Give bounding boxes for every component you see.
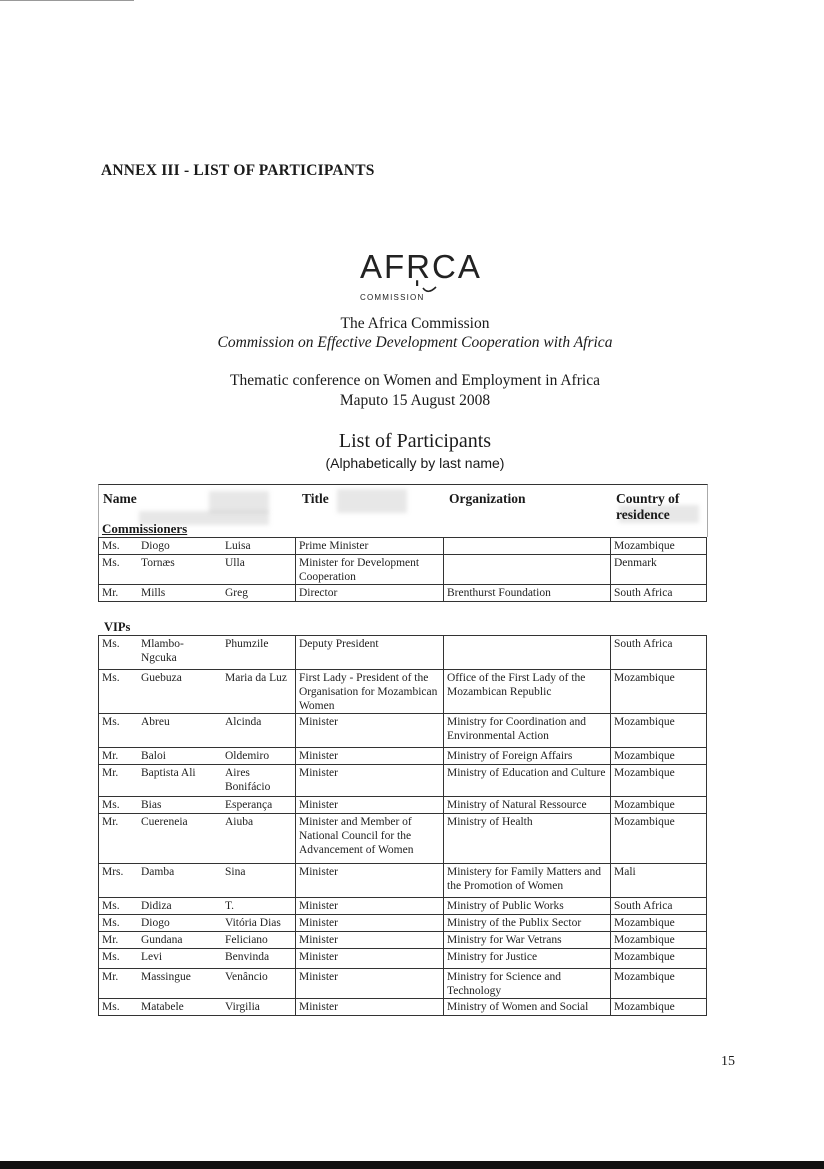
salutation-cell: Ms.	[99, 949, 139, 969]
table-row	[99, 748, 707, 765]
first-name-cell: Luisa	[222, 538, 296, 555]
vips-table	[98, 635, 707, 1016]
logo-wordmark: AFR̩CA	[360, 248, 482, 285]
title-cell: Minister	[296, 969, 444, 999]
last-name-cell: Guebuza	[138, 670, 222, 714]
salutation-cell: Mr.	[99, 748, 139, 765]
conference-place-date: Maputo 15 August 2008	[339, 392, 491, 409]
table-header	[98, 484, 708, 537]
africa-commission-logo	[340, 248, 490, 308]
title-cell: Minister	[296, 864, 444, 898]
table-row	[99, 999, 707, 1016]
last-name-cell: Abreu	[138, 714, 222, 748]
first-name-cell: Feliciano	[222, 932, 296, 949]
salutation-cell: Mr.	[99, 932, 139, 949]
first-name-cell: Ulla	[222, 555, 296, 585]
top-rule	[0, 0, 134, 1]
first-name-cell: Venâncio	[222, 969, 296, 999]
section-commissioners-label: Commissioners	[102, 521, 188, 536]
title-cell: Minister	[296, 898, 444, 915]
page-number: 15	[721, 1054, 735, 1069]
header-title: Title	[302, 491, 329, 506]
salutation-cell: Ms.	[99, 915, 139, 932]
salutation-cell: Ms.	[99, 670, 139, 714]
title-cell: Deputy President	[296, 636, 444, 670]
salutation-cell: Ms.	[99, 555, 139, 585]
country-cell: Mozambique	[611, 949, 707, 969]
organization-cell: Ministery for Family Matters and the Promotion of Women	[444, 864, 611, 898]
first-name-cell: Virgilia	[222, 999, 296, 1016]
title-cell: Minister	[296, 765, 444, 797]
title-cell: Minister for Development Cooperation	[296, 555, 444, 585]
list-title: List of Participants	[338, 430, 492, 452]
title-cell: Minister	[296, 714, 444, 748]
salutation-cell: Mr.	[99, 969, 139, 999]
first-name-cell: Aires Bonifácio	[222, 765, 296, 797]
last-name-cell: Mills	[138, 585, 222, 602]
organization-tagline: Commission on Effective Development Cooperation with Africa	[217, 334, 613, 351]
title-cell: Minister	[296, 748, 444, 765]
organization-cell: Ministry of Public Works	[444, 898, 611, 915]
table-row	[99, 714, 707, 748]
country-cell: Denmark	[611, 555, 707, 585]
country-cell: Mali	[611, 864, 707, 898]
title-cell: Prime Minister	[296, 538, 444, 555]
salutation-cell: Mrs.	[99, 864, 139, 898]
country-cell: Mozambique	[611, 814, 707, 864]
title-cell: Minister	[296, 932, 444, 949]
last-name-cell: Didiza	[138, 898, 222, 915]
title-cell: Minister	[296, 999, 444, 1016]
last-name-cell: Cuereneia	[138, 814, 222, 864]
first-name-cell: Sina	[222, 864, 296, 898]
country-cell: Mozambique	[611, 969, 707, 999]
scan-noise	[337, 489, 407, 513]
table-row	[99, 969, 707, 999]
annex-title: ANNEX III - LIST OF PARTICIPANTS	[101, 162, 375, 179]
table-row	[99, 949, 707, 969]
country-cell: South Africa	[611, 898, 707, 915]
first-name-cell: Phumzile	[222, 636, 296, 670]
organization-cell: Ministry of Foreign Affairs	[444, 748, 611, 765]
salutation-cell: Ms.	[99, 999, 139, 1016]
table-row	[99, 636, 707, 670]
first-name-cell: Oldemiro	[222, 748, 296, 765]
organization-name: The Africa Commission	[340, 315, 490, 332]
table-row	[99, 797, 707, 814]
last-name-cell: Gundana	[138, 932, 222, 949]
first-name-cell: T.	[222, 898, 296, 915]
organization-cell: Ministry of Natural Ressource	[444, 797, 611, 814]
first-name-cell: Esperança	[222, 797, 296, 814]
title-cell: Minister and Member of National Council for the Advancement of Women	[296, 814, 444, 864]
first-name-cell: Maria da Luz	[222, 670, 296, 714]
table-row	[99, 932, 707, 949]
organization-cell: Ministry of Health	[444, 814, 611, 864]
organization-cell: Ministry of Women and Social	[444, 999, 611, 1016]
salutation-cell: Ms.	[99, 714, 139, 748]
country-cell: Mozambique	[611, 748, 707, 765]
organization-cell: Ministry for Coordination and Environmental Action	[444, 714, 611, 748]
salutation-cell: Mr.	[99, 814, 139, 864]
swirl-icon	[422, 284, 438, 296]
title-cell: Minister	[296, 949, 444, 969]
country-cell: Mozambique	[611, 797, 707, 814]
title-cell: Minister	[296, 915, 444, 932]
country-cell: Mozambique	[611, 932, 707, 949]
salutation-cell: Ms.	[99, 797, 139, 814]
organization-cell: Ministry for War Vetrans	[444, 932, 611, 949]
first-name-cell: Vitória Dias	[222, 915, 296, 932]
table-row	[99, 670, 707, 714]
title-cell: First Lady - President of the Organisation for Mozambican Women	[296, 670, 444, 714]
list-subtitle: (Alphabetically by last name)	[325, 455, 505, 471]
last-name-cell: Diogo	[138, 915, 222, 932]
first-name-cell: Alcinda	[222, 714, 296, 748]
table-row	[99, 814, 707, 864]
table-row	[99, 915, 707, 932]
first-name-cell: Aiuba	[222, 814, 296, 864]
salutation-cell: Mr.	[99, 765, 139, 797]
organization-cell: Ministry for Justice	[444, 949, 611, 969]
organization-cell: Brenthurst Foundation	[444, 585, 611, 602]
organization-cell	[444, 636, 611, 670]
country-cell: Mozambique	[611, 670, 707, 714]
country-cell: Mozambique	[611, 915, 707, 932]
organization-cell	[444, 555, 611, 585]
last-name-cell: Baloi	[138, 748, 222, 765]
scan-noise	[209, 491, 269, 513]
table-row	[99, 898, 707, 915]
country-cell: Mozambique	[611, 999, 707, 1016]
last-name-cell: Baptista Ali	[138, 765, 222, 797]
header-organization: Organization	[449, 491, 526, 506]
first-name-cell: Greg	[222, 585, 296, 602]
title-cell: Director	[296, 585, 444, 602]
logo-subtitle: COMMISSION	[360, 293, 425, 302]
table-row	[99, 585, 707, 602]
last-name-cell: Tornæs	[138, 555, 222, 585]
scan-bottom-edge	[0, 1161, 824, 1169]
country-cell: Mozambique	[611, 714, 707, 748]
table-row	[99, 555, 707, 585]
country-cell: Mozambique	[611, 765, 707, 797]
last-name-cell: Levi	[138, 949, 222, 969]
header-country: Country of residence	[616, 491, 680, 522]
table-row	[99, 864, 707, 898]
last-name-cell: Mlambo-Ngcuka	[138, 636, 222, 670]
first-name-cell: Benvinda	[222, 949, 296, 969]
organization-cell	[444, 538, 611, 555]
table-row	[99, 765, 707, 797]
last-name-cell: Massingue	[138, 969, 222, 999]
organization-cell: Office of the First Lady of the Mozambican Republic	[444, 670, 611, 714]
salutation-cell: Ms.	[99, 898, 139, 915]
title-cell: Minister	[296, 797, 444, 814]
last-name-cell: Matabele	[138, 999, 222, 1016]
header-name: Name	[103, 491, 137, 506]
last-name-cell: Bias	[138, 797, 222, 814]
organization-cell: Ministry for Science and Technology	[444, 969, 611, 999]
salutation-cell: Ms.	[99, 538, 139, 555]
country-cell: Mozambique	[611, 538, 707, 555]
conference-title: Thematic conference on Women and Employment in Africa	[230, 372, 600, 389]
organization-cell: Ministry of Education and Culture	[444, 765, 611, 797]
commissioners-table	[98, 537, 707, 602]
table-row	[99, 538, 707, 555]
country-cell: South Africa	[611, 585, 707, 602]
last-name-cell: Damba	[138, 864, 222, 898]
section-vips-label: VIPs	[104, 620, 131, 634]
last-name-cell: Diogo	[138, 538, 222, 555]
salutation-cell: Mr.	[99, 585, 139, 602]
country-cell: South Africa	[611, 636, 707, 670]
organization-cell: Ministry of the Publix Sector	[444, 915, 611, 932]
salutation-cell: Ms.	[99, 636, 139, 670]
